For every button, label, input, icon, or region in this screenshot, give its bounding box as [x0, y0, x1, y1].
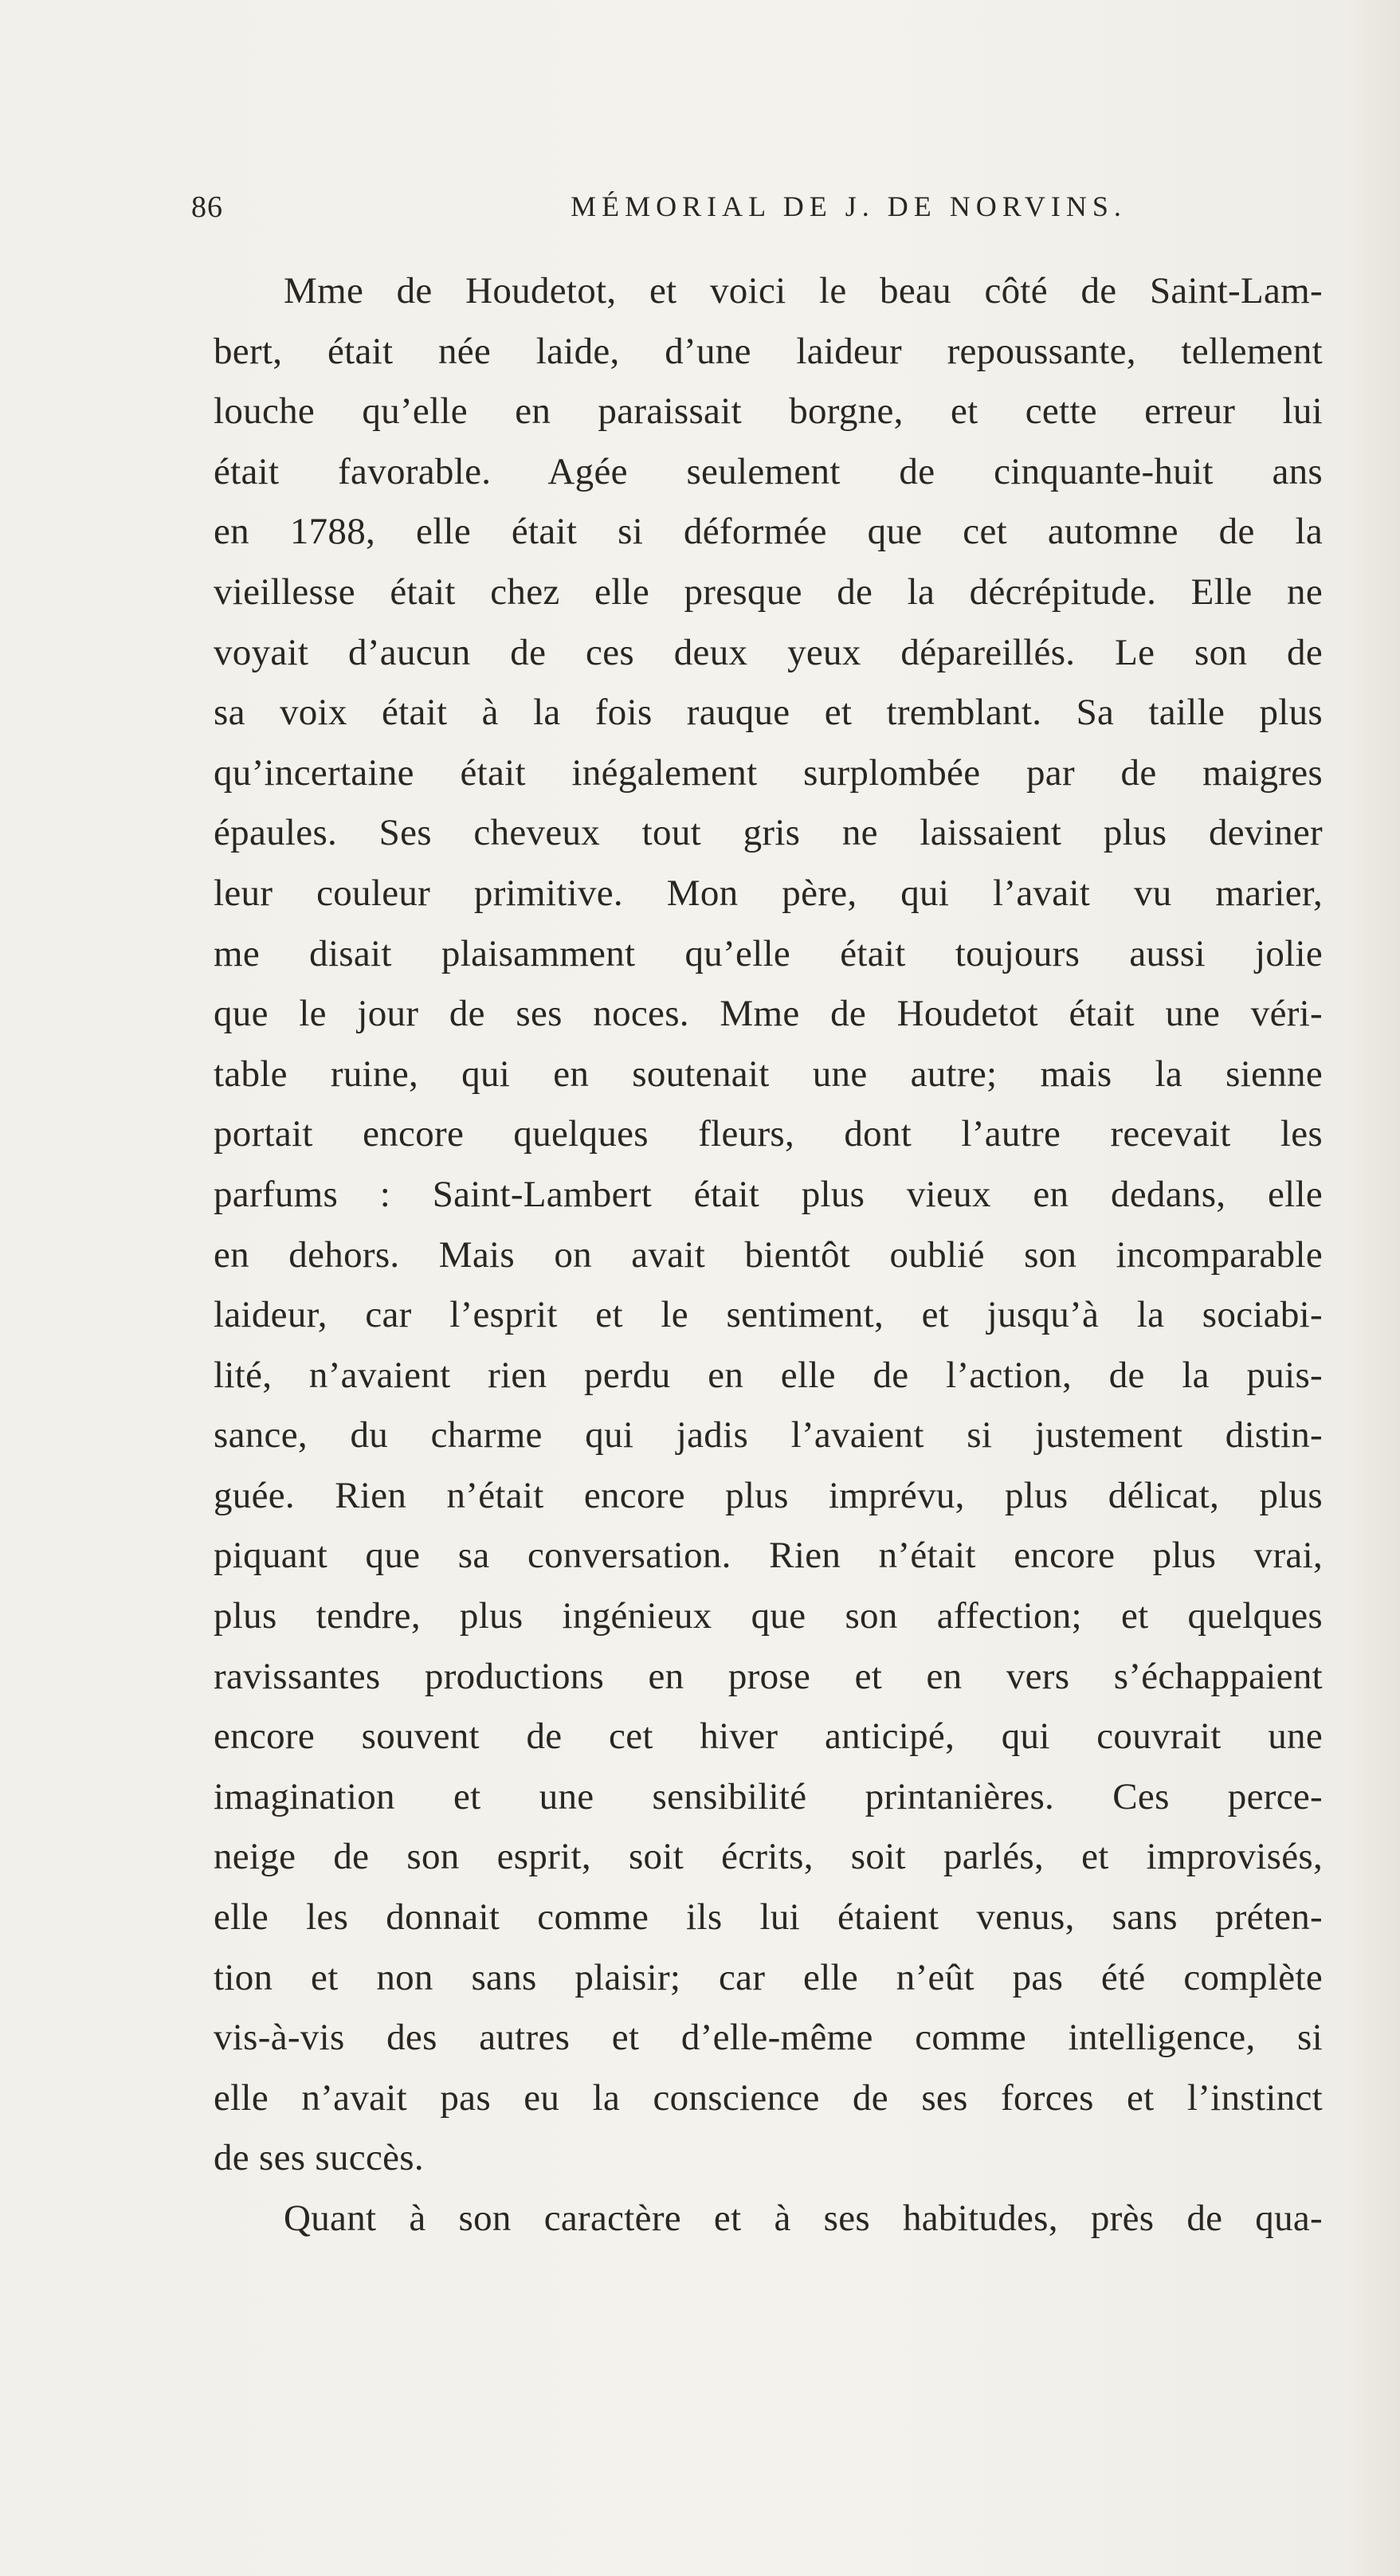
text-line: plus tendre, plus ingénieux que son affection; et quelques [214, 1595, 1323, 1637]
body-text [214, 261, 1323, 2249]
running-head [191, 190, 1323, 237]
text-line: tion et non sans plaisir; car elle n’eût pas été complète [214, 1956, 1323, 1998]
text-line: que le jour de ses noces. Mme de Houdetot était une véri- [214, 993, 1323, 1035]
text-line: encore souvent de cet hiver anticipé, qui couvrait une [214, 1715, 1323, 1758]
text-line: qu’incertaine était inégalement surplombée par de maigres [214, 751, 1323, 794]
text-line: imagination et une sensibilité printanières. Ces perce- [214, 1775, 1323, 1817]
text-line: était favorable. Agée seulement de cinquante-huit ans [214, 450, 1323, 492]
text-line: laideur, car l’esprit et le sentiment, et jusqu’à la sociabi- [214, 1294, 1323, 1336]
text-line: louche qu’elle en paraissait borgne, et cette erreur lui [214, 390, 1323, 433]
text-line: Quant à son caractère et à ses habitudes, près de qua- [284, 2198, 1323, 2239]
text-line: bert, était née laide, d’une laideur repoussante, tellement [214, 330, 1323, 372]
text-line: lité, n’avaient rien perdu en elle de l’action, de la puis- [214, 1354, 1323, 1396]
text-line: Mme de Houdetot, et voici le beau côté de Saint-Lam- [284, 270, 1323, 312]
text-line: voyait d’aucun de ces deux yeux dépareillés. Le son de [214, 631, 1323, 673]
running-title: MÉMORIAL DE J. DE NORVINS. [571, 190, 1127, 222]
text-line: guée. Rien n’était encore plus imprévu, plus délicat, plus [214, 1474, 1323, 1516]
text-line: parfums : Saint-Lambert était plus vieux en dedans, elle [214, 1173, 1323, 1215]
text-line: table ruine, qui en soutenait une autre; mais la sienne [214, 1053, 1323, 1095]
text-line: épaules. Ses cheveux tout gris ne laissaient plus deviner [214, 812, 1323, 854]
text-line: portait encore quelques fleurs, dont l’autre recevait les [214, 1113, 1323, 1155]
text-line: ravissantes productions en prose et en vers s’échappaient [214, 1655, 1323, 1697]
text-line: neige de son esprit, soit écrits, soit parlés, et improvisés, [214, 1836, 1323, 1878]
text-line: vieillesse était chez elle presque de la décrépitude. Elle ne [214, 570, 1323, 613]
text-line: en 1788, elle était si déformée que cet automne de la [214, 511, 1323, 553]
text-line: vis-à-vis des autres et d’elle-même comme intelligence, si [214, 2017, 1323, 2059]
text-line: leur couleur primitive. Mon père, qui l’avait vu marier, [214, 872, 1323, 914]
text-line: elle les donnait comme ils lui étaient venus, sans préten- [214, 1896, 1323, 1939]
text-line: en dehors. Mais on avait bientôt oublié son incomparable [214, 1233, 1323, 1276]
page-number: 86 [191, 190, 223, 224]
text-line: de ses succès. [214, 2137, 424, 2179]
text-line: sa voix était à la fois rauque et tremblant. Sa taille plus [214, 692, 1323, 734]
text-line: sance, du charme qui jadis l’avaient si justement distin- [214, 1414, 1323, 1457]
text-line: elle n’avait pas eu la conscience de ses forces et l’instinct [214, 2076, 1323, 2119]
text-line: piquant que sa conversation. Rien n’était encore plus vrai, [214, 1535, 1323, 1577]
text-line: me disait plaisamment qu’elle était toujours aussi jolie [214, 932, 1323, 974]
